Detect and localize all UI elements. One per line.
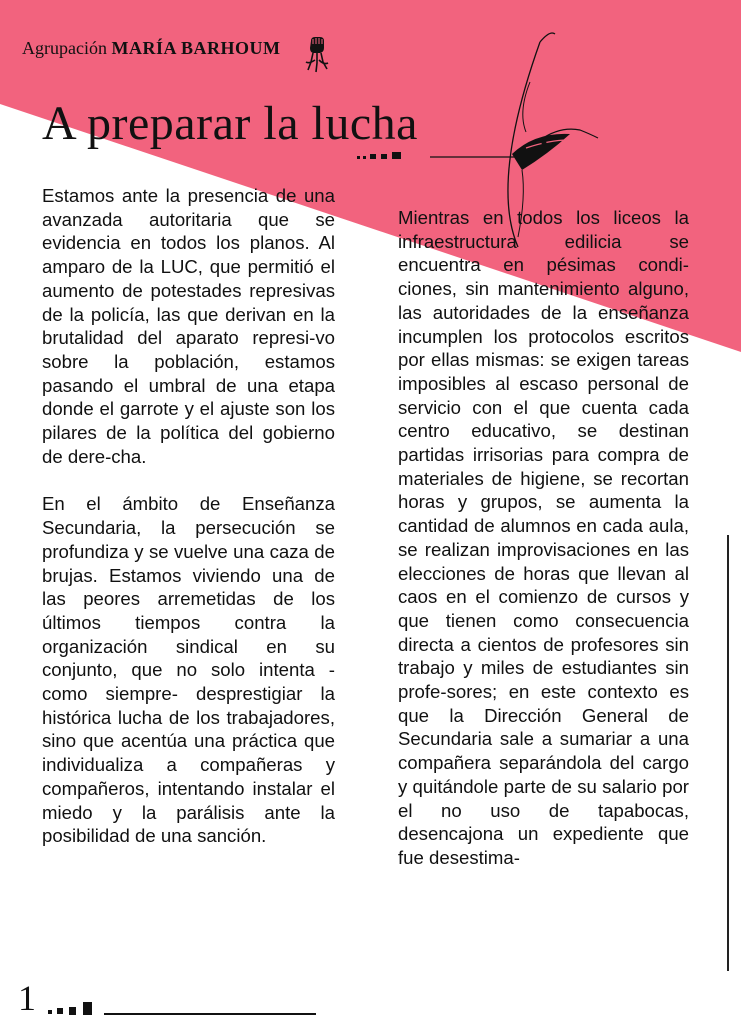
title-underline-dots: [357, 150, 407, 164]
paragraph: Mientras en todos los liceos la infraestructura edilicia se encuentra en pésimas condi-ciones, sin mantenimiento alguno, las autoridades de la enseñanza incumplen los protocolos escritos por ellas mismas: se exigen tareas imposibles al escaso personal de servicio con el que cuenta cada centro educativo, se destinan partidas irrisorias para compra de materiales de higiene, se recortan horas y grupos, se aumenta la cantidad de alumnos en cada aula, se realizan improvisaciones en las elecciones de horas que llevan al caos en el comienzo de cursos y que tienen como consecuencia directa a cientos de profesores sin trabajo y miles de estudiantes sin profe-sores; en este contexto es que la Dirección General de Secundaria sale a sumariar a una compañera separándola del cargo y quitándole parte de su salario por el no uso de tapabocas, desencajona un expediente que fue desestima-: [398, 207, 689, 868]
paragraph: Estamos ante la presencia de una avanzada autoritaria que se evidencia en todos los planos. Al amparo de la LUC, que permitió el aumento de potestades represivas de la policía, las que derivan en la brutalidad del aparato represi-vo sobre la población, estamos pasando el umbral de una etapa donde el garrote y el ajuste son los pilares de la política del gobierno de dere-cha.: [42, 185, 335, 467]
article-column-right: [398, 206, 689, 870]
organization-name: [22, 38, 280, 59]
organization-prefix: Agrupación: [22, 38, 107, 58]
raised-fist-icon: [303, 36, 329, 74]
page-title: A preparar la lucha: [42, 97, 418, 150]
paragraph: En el ámbito de Enseñanza Secundaria, la persecución se profundiza y se vuelve una caza de brujas. Estamos viviendo una de las peores arremetidas de los últimos tiempos contra la organización sindical en su conjunto, que no solo intenta -como siempre- desprestigiar la histórica lucha de los trabajadores, sino que acentúa una práctica que individualiza a compañeras y compañeros, intentando instalar el miedo y la parálisis ante la posibilidad de una sanción.: [42, 493, 335, 847]
page-number: 1: [18, 978, 36, 1018]
vertical-rule: [727, 535, 729, 971]
footer-dots-rule: [48, 994, 318, 1022]
article-column-left: [42, 184, 335, 848]
organization-title: MARÍA BARHOUM: [111, 38, 281, 58]
